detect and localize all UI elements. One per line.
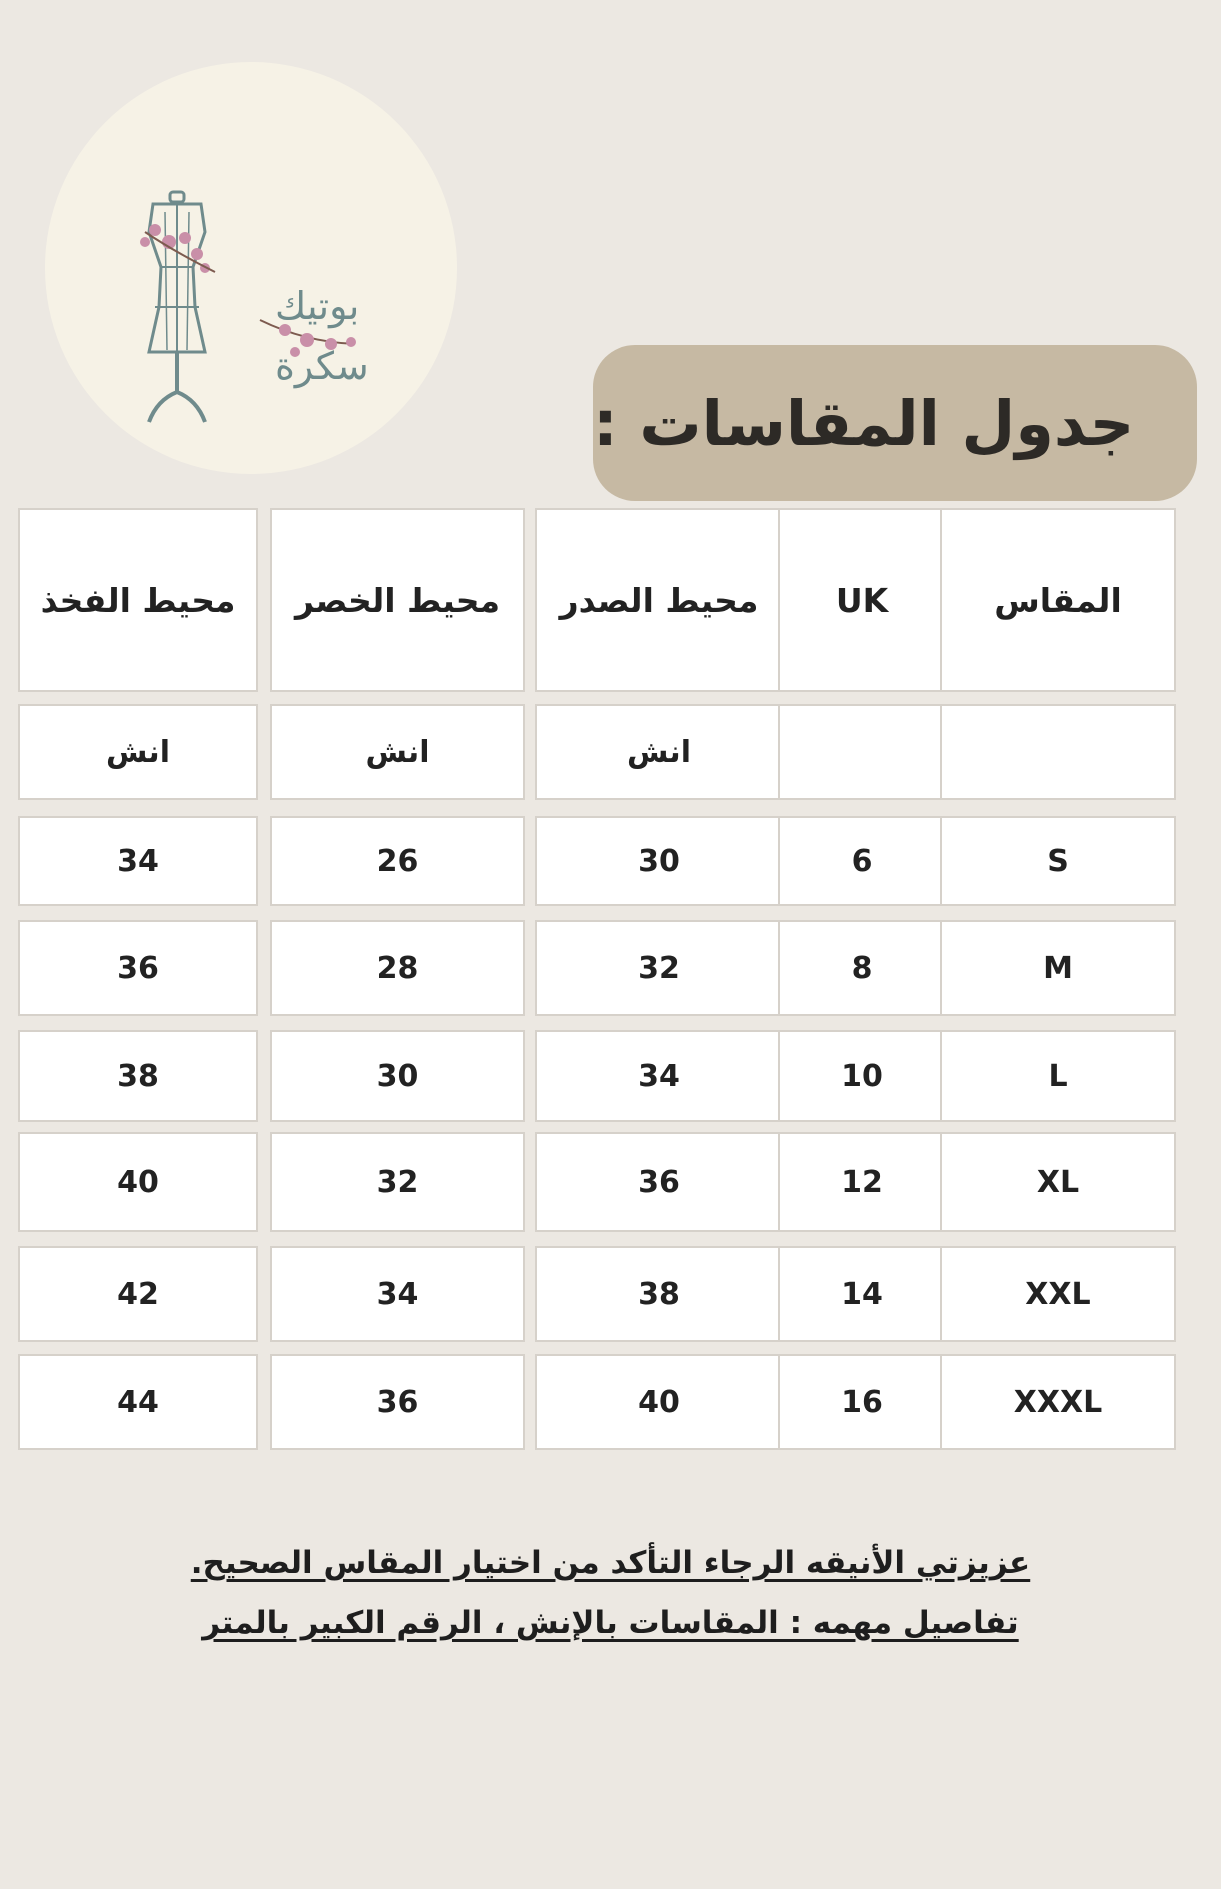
header-waist: محيط الخصر [270,508,525,692]
cell-uk: 8 [778,920,946,1016]
cell-size: M [940,920,1176,1016]
header-size: المقاس [940,508,1176,692]
brand-logo [45,62,457,474]
header-chest: محيط الصدر [535,508,783,692]
cell-size: L [940,1030,1176,1122]
table-units-row [18,704,1176,800]
table-row [18,1030,1176,1122]
brand-name-line-2: سكرة [275,344,369,388]
page-title: جدول المقاسات : [593,386,1135,460]
cell-size: S [940,816,1176,906]
cell-thigh: 38 [18,1030,258,1122]
header-uk: UK [778,508,946,692]
cell-size: XXL [940,1246,1176,1342]
table-row [18,920,1176,1016]
unit-thigh: انش [18,704,258,800]
cell-thigh: 42 [18,1246,258,1342]
mannequin-icon [45,62,457,474]
unit-uk [778,704,946,800]
cell-waist: 28 [270,920,525,1016]
cell-thigh: 40 [18,1132,258,1232]
cell-size: XL [940,1132,1176,1232]
table-row [18,1354,1176,1450]
cell-waist: 34 [270,1246,525,1342]
cell-uk: 12 [778,1132,946,1232]
table-header-row [18,508,1176,692]
cell-thigh: 36 [18,920,258,1016]
cell-chest: 40 [535,1354,783,1450]
cell-chest: 38 [535,1246,783,1342]
table-row [18,1246,1176,1342]
cell-chest: 32 [535,920,783,1016]
unit-size [940,704,1176,800]
cell-chest: 34 [535,1030,783,1122]
cell-waist: 26 [270,816,525,906]
note-details: تفاصيل مهمه : المقاسات بالإنش ، الرقم الكبير بالمتر [202,1605,1019,1641]
cell-uk: 10 [778,1030,946,1122]
cell-waist: 36 [270,1354,525,1450]
cell-waist: 32 [270,1132,525,1232]
cell-uk: 16 [778,1354,946,1450]
cell-thigh: 44 [18,1354,258,1450]
note-choose-size: عزيزتي الأنيقه الرجاء التأكد من اختيار المقاس الصحيح. [190,1545,1031,1581]
cell-chest: 36 [535,1132,783,1232]
cell-waist: 30 [270,1030,525,1122]
table-row [18,816,1176,906]
unit-chest: انش [535,704,783,800]
cell-uk: 14 [778,1246,946,1342]
unit-waist: انش [270,704,525,800]
header-thigh: محيط الفخذ [18,508,258,692]
cell-chest: 30 [535,816,783,906]
cell-thigh: 34 [18,816,258,906]
brand-name-line-1: بوتيك [275,284,360,328]
cell-uk: 6 [778,816,946,906]
cell-size: XXXL [940,1354,1176,1450]
table-row [18,1132,1176,1232]
